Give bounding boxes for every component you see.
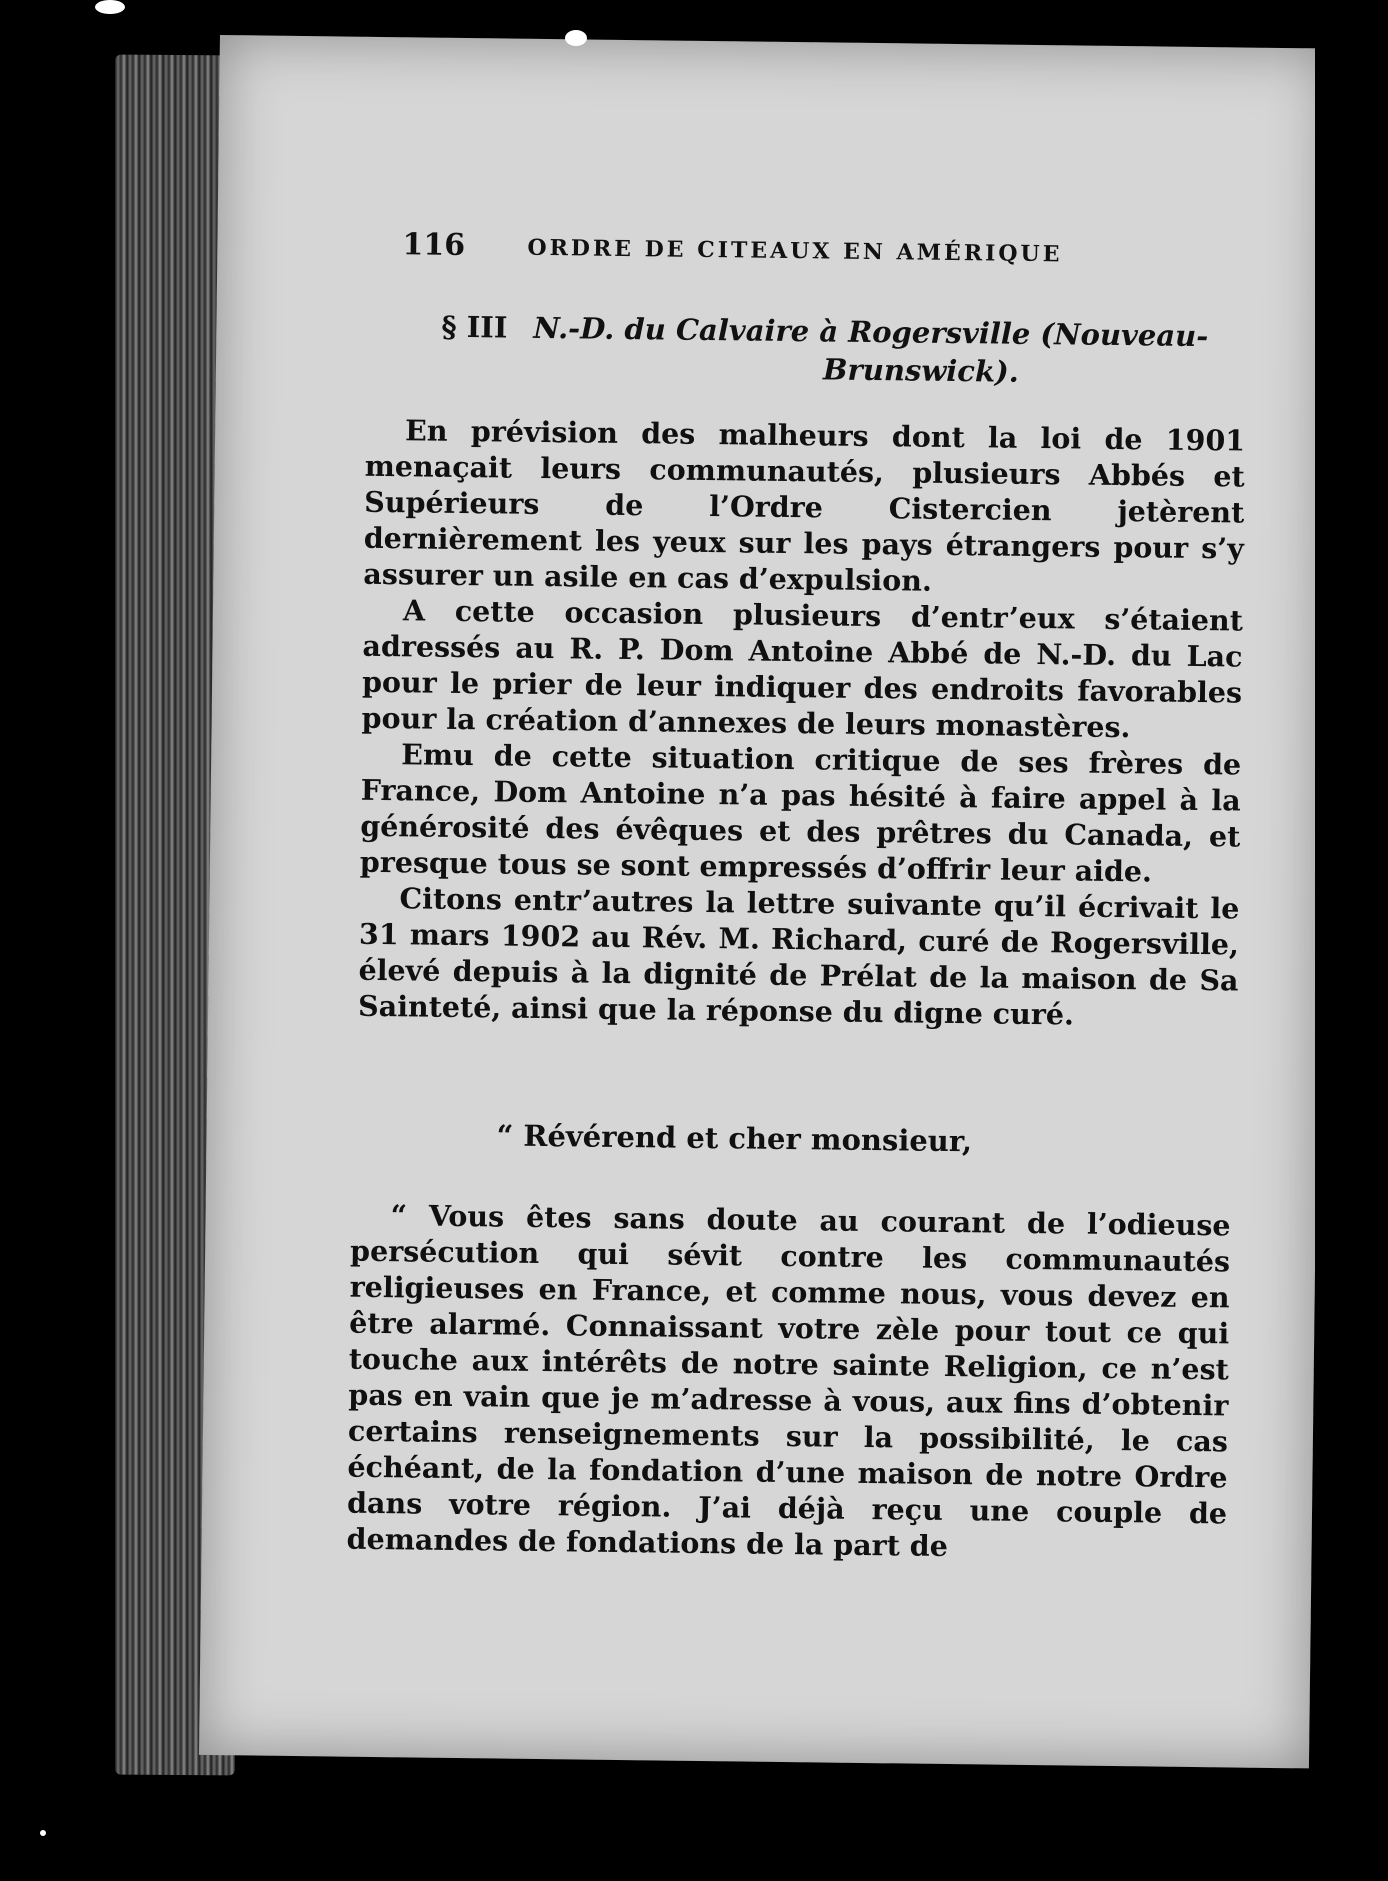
scan-artifact — [40, 1830, 46, 1836]
page-number: 116 — [402, 227, 466, 264]
paragraph-4: Citons entr’autres la lettre suivante qu’il écrivait le 31 mars 1902 au Rév. M. Richard, curé de Rogersville, élevé depuis à la dignité de Prélat de la maison de Sa Sainteté, ainsi que la réponse du digne curé. — [357, 881, 1240, 1032]
scan-artifact — [95, 0, 125, 14]
scan-artifact — [565, 30, 587, 46]
paragraph-2: A cette occasion plusieurs d’entr’eux s’étaient adressés au R. P. Dom Antoine Abbé de N.-D. du Lac pour le prier de leur indiquer des endroits favorables pour la création d’annexes de leurs monastères. — [361, 593, 1244, 745]
book-page — [199, 35, 1330, 1768]
section-title-line1: N.-D. du Calvaire à Rogersville (Nouveau- — [533, 310, 1209, 354]
running-head — [402, 227, 1333, 268]
body-text — [358, 412, 1245, 1035]
letter-body — [346, 1197, 1230, 1568]
section-number: § III — [441, 309, 508, 345]
section-title-line2: Brunswick). — [822, 352, 1020, 389]
right-page-shadow — [1315, 0, 1388, 1881]
paragraph-1: En prévision des malheurs dont la loi de 1901 menaçait leurs communautés, plusieurs Abbés et Supérieurs de l’Ordre Cistercien jetèrent dernièrement les yeux sur les pays étrangers pour s’y assurer un asile en cas d’expulsion. — [363, 413, 1246, 598]
letter-salutation: “ Révérend et cher monsieur, — [496, 1118, 973, 1159]
running-title: ORDRE DE CITEAUX EN AMÉRIQUE — [527, 234, 1063, 268]
letter-paragraph: “ Vous êtes sans doute au courant de l’odieuse persécution qui sévit contre les communautés religieuses en France, et comme nous, vous devez en être alarmé. Connaissant votre zèle pour tout ce qui touche aux intérêts de notre sainte Religion, ce n’est pas en vain que je m’adresse à vous, aux fins d’obtenir certains renseignements sur la possibilité, le cas échéant, de la fondation d’une maison de notre Ordre dans votre région. J’ai déjà reçu une couple de demandes de fondations de la part de — [346, 1198, 1231, 1564]
paragraph-3: Emu de cette situation critique de ses frères de France, Dom Antoine n’a pas hésité à faire appel à la générosité des évêques et des prêtres du Canada, et presque tous se sont empressés d’offrir leur aide. — [359, 737, 1242, 889]
section-heading — [401, 307, 1262, 394]
